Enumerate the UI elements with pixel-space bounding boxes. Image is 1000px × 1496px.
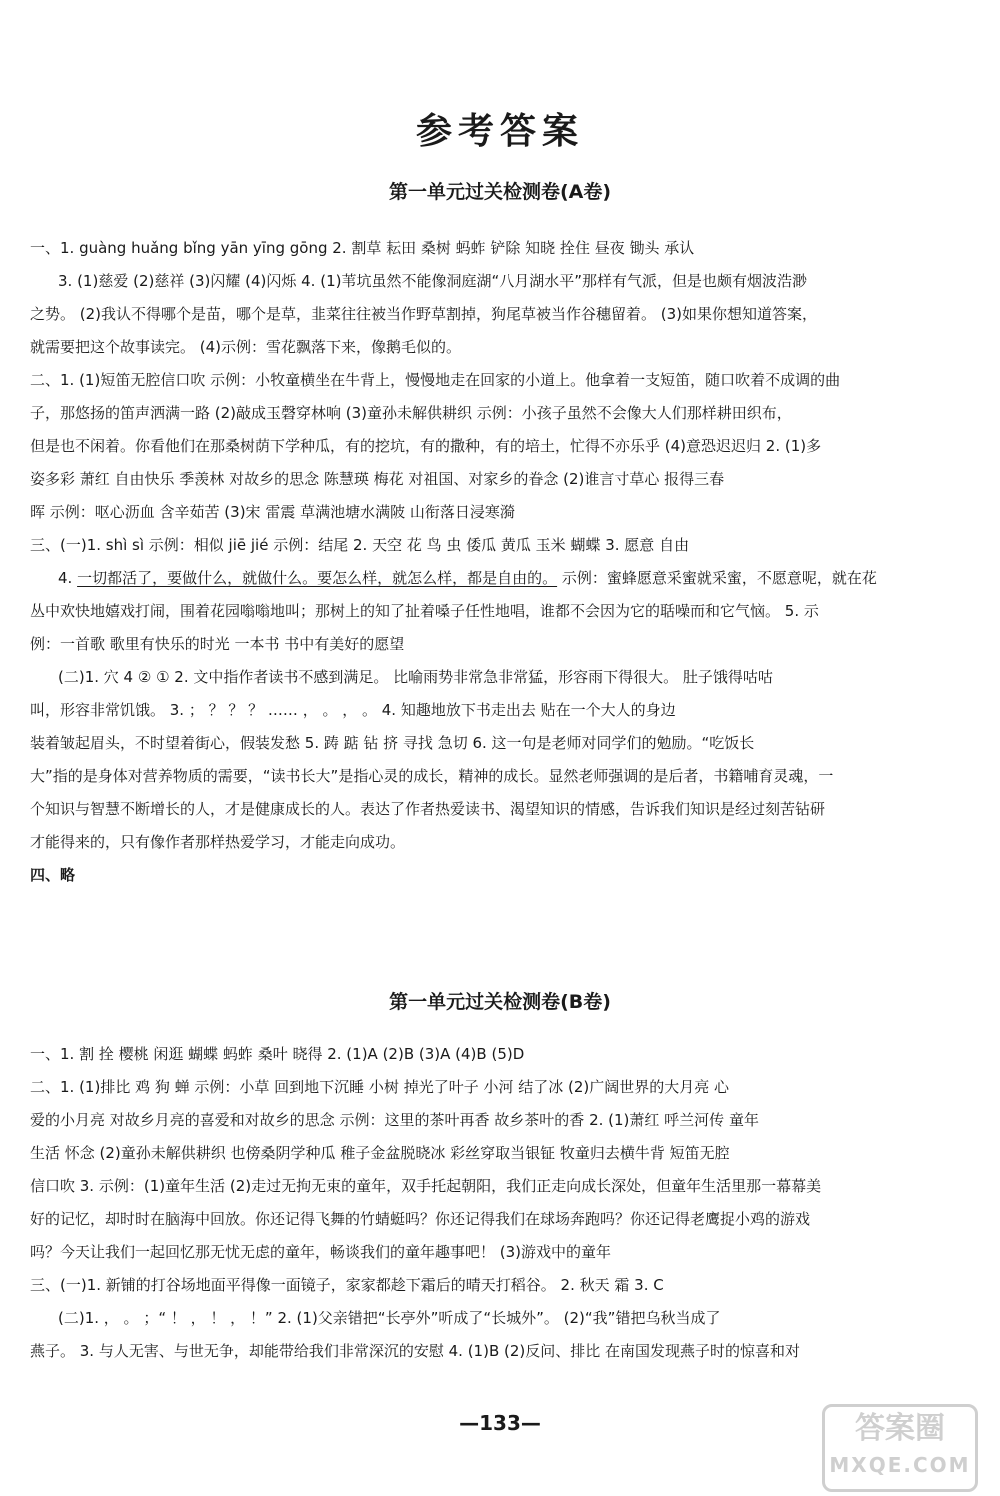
page-number: —133— [459,1411,541,1435]
answer-line: 信口吹 3. 示例：(1)童年生活 (2)走过无拘无束的童年，双手托起朝阳，我们正走向成长深处，但童年生活里那一幕幕美 [30,1177,822,1195]
answers-section-b [30,1038,960,1368]
answer-line: 晖 示例：呕心沥血 含辛茹苦 (3)宋 雷震 草满池塘水满陂 山衔落日浸寒漪 [30,503,515,521]
section-title-a: 第一单元过关检测卷(A卷) [388,181,612,203]
answer-line: 个知识与智慧不断增长的人，才是健康成长的人。表达了作者热爱读书、渴望知识的情感，告诉我们知识是经过刻苦钻研 [30,800,826,818]
answer-line: 一、1. 割 拴 樱桃 闲逛 蝴蝶 蚂蚱 桑叶 晓得 2. (1)A (2)B (3)A (4)B (5)D [30,1045,525,1063]
answer-line: (二)1. ， 。 ；“ ！ ， ！ ， ！” 2. (1)父亲错把“长亭外”听成了“长城外”。 (2)“我”错把乌秋当成了 [58,1309,721,1327]
answer-line: 四、略 [30,866,76,884]
answers-section-a [30,232,960,892]
answer-line: 叫，形容非常饥饿。 3. ； ？ ？ ？ …… ， 。 ， 。 4. 知趣地放下书走出去 贴在一个大人的身边 [30,701,676,719]
answer-line: 生活 怀念 (2)童孙未解供耕织 也傍桑阴学种瓜 稚子金盆脱晓冰 彩丝穿取当银钲 牧童归去横牛背 短笛无腔 [30,1144,730,1162]
watermark-logo [822,1404,978,1492]
answer-line-part: 示例：蜜蜂愿意采蜜就采蜜，不愿意呢，就在花 [557,569,877,587]
answer-line: 3. (1)慈爱 (2)慈祥 (3)闪耀 (4)闪烁 4. (1)苇坑虽然不能像洞庭湖“八月湖水平”那样有气派，但是也颇有烟波浩渺 [58,272,808,290]
answer-line: (二)1. 穴 4 ② ① 2. 文中指作者读书不感到满足。 比喻雨势非常急非常猛，形容雨下得很大。 肚子饿得咕咕 [58,668,773,686]
answer-line: 三、(一)1. 新铺的打谷场地面平得像一面镜子，家家都趁下霜后的晴天打稻谷。 2. 秋天 霜 3. C [30,1276,664,1294]
underlined-answer: 一切都活了，要做什么，就做什么。要怎么样，就怎么样，都是自由的。 [77,569,558,587]
answer-line: 但是也不闲着。你看他们在那桑树荫下学种瓜，有的挖坑，有的撒种，有的培土，忙得不亦乐乎 (4)意恐迟迟归 2. (1)多 [30,437,822,455]
answer-line: 三、(一)1. shì sì 示例：相似 jiē jié 示例：结尾 2. 天空 花 鸟 虫 倭瓜 黄瓜 玉米 蝴蝶 3. 愿意 自由 [30,536,690,554]
answer-line: 姿多彩 萧红 自由快乐 季羡林 对故乡的思念 陈慧瑛 梅花 对祖国、对家乡的眷念 (2)谁言寸草心 报得三春 [30,470,725,488]
answer-line: 二、1. (1)短笛无腔信口吹 示例：小牧童横坐在牛背上，慢慢地走在回家的小道上。他拿着一支短笛，随口吹着不成调的曲 [30,371,841,389]
page-title: 参考答案 [415,111,584,152]
answer-line: 子，那悠扬的笛声洒满一路 (2)敲成玉磬穿林响 (3)童孙未解供耕织 示例：小孩子虽然不会像大人们那样耕田织布， [30,404,792,422]
answer-line: 大”指的是身体对营养物质的需要，“读书长大”是指心灵的成长，精神的成长。显然老师强调的是后者，书籍哺育灵魂，一 [30,767,834,785]
answer-line: 好的记忆，却时时在脑海中回放。你还记得飞舞的竹蜻蜓吗？你还记得我们在球场奔跑吗？你还记得老鹰捉小鸡的游戏 [30,1210,811,1228]
answer-line: 爱的小月亮 对故乡月亮的喜爱和对故乡的思念 示例：这里的茶叶再香 故乡茶叶的香 2. (1)萧红 呼兰河传 童年 [30,1111,759,1129]
answer-line: 燕子。 3. 与人无害、与世无争，却能带给我们非常深沉的安慰 4. (1)B (2)反问、排比 在南国发现燕子时的惊喜和对 [30,1342,801,1360]
answer-line: 之势。 (2)我认不得哪个是苗，哪个是草，韭菜往往被当作野草割掉，狗尾草被当作谷穗留着。 (3)如果你想知道答案， [30,305,818,323]
answer-line [30,562,960,595]
answer-line: 例：一首歌 歌里有快乐的时光 一本书 书中有美好的愿望 [30,635,405,653]
answer-line: 装着皱起眉头，不时望着街心，假装发愁 5. 踌 踮 钻 挤 寻找 急切 6. 这一句是老师对同学们的勉励。“吃饭长 [30,734,755,752]
watermark-text: 答案圈 [855,1411,945,1446]
answer-line-part: 4. [58,569,78,587]
watermark-url: MXQE.COM [829,1453,971,1477]
answer-line: 就需要把这个故事读完。 (4)示例：雪花飘落下来，像鹅毛似的。 [30,338,462,356]
section-title-b: 第一单元过关检测卷(B卷) [389,991,611,1013]
answer-line: 才能得来的，只有像作者那样热爱学习，才能走向成功。 [30,833,406,851]
answer-line: 一、1. guàng huǎng bǐng yān yīng gōng 2. 割草 耘田 桑树 蚂蚱 铲除 知晓 拴住 昼夜 锄头 承认 [30,239,695,257]
answer-line: 吗？今天让我们一起回忆那无忧无虑的童年，畅谈我们的童年趣事吧！ (3)游戏中的童年 [30,1243,612,1261]
answer-line: 丛中欢快地嬉戏打闹，围着花园嗡嗡地叫；那树上的知了扯着嗓子任性地唱，谁都不会因为它的聒噪而和它气恼。 5. 示 [30,602,819,620]
answer-line: 二、1. (1)排比 鸡 狗 蝉 示例：小草 回到地下沉睡 小树 掉光了叶子 小河 结了冰 (2)广阔世界的大月亮 心 [30,1078,730,1096]
